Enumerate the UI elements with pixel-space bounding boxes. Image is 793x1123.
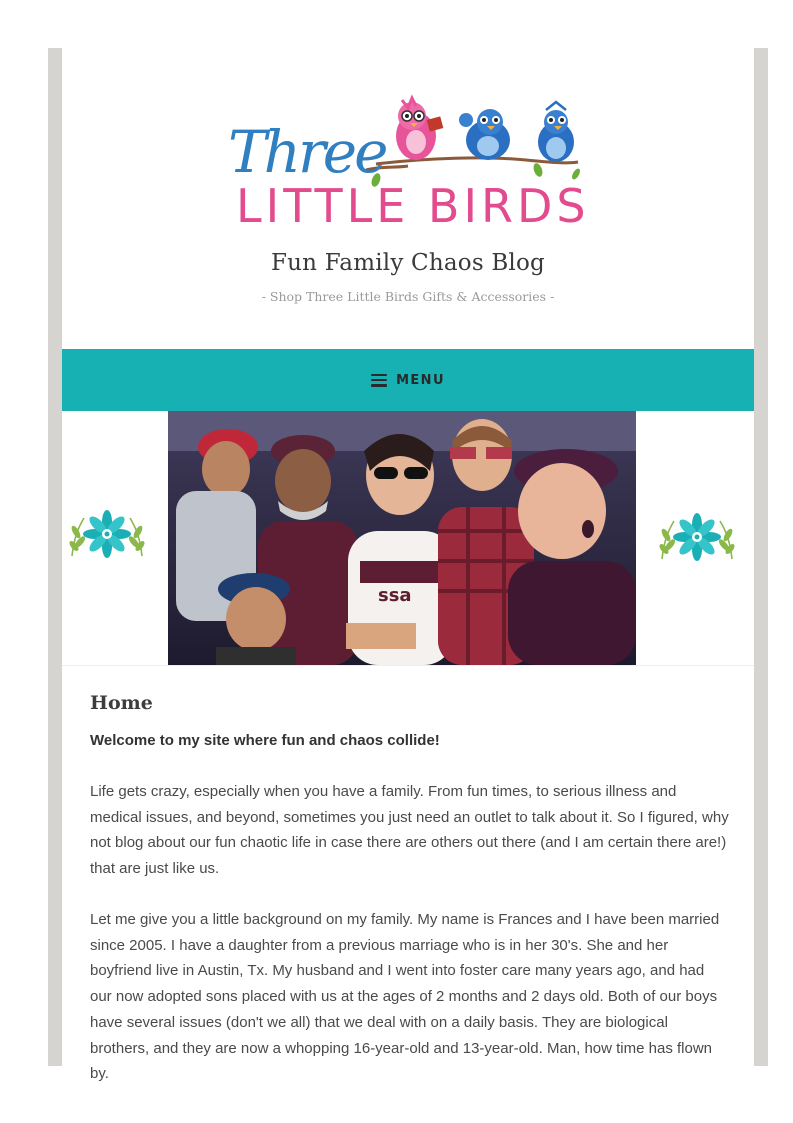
blue-bird-icon [538, 102, 574, 162]
teal-flower-icon [64, 508, 150, 560]
three-little-birds-logo [226, 92, 590, 232]
svg-text:Three: Three [228, 118, 386, 186]
hamburger-icon [371, 374, 387, 387]
main-navigation [62, 349, 754, 411]
pink-bird-icon [396, 98, 443, 160]
content-divider [62, 665, 754, 666]
svg-text:ssa: ssa [378, 585, 412, 606]
family-photo [168, 411, 636, 665]
intro-text: Welcome to my site where fun and chaos collide! [90, 732, 440, 749]
page-sheet [62, 48, 754, 1083]
body-paragraph: Life gets crazy, especially when you have a family. From fun times, to serious illness and medical issues, and beyond, sometimes you just need an outlet to talk about it. So I figured, why not blog about our fun chaotic life in case there are others out there (and I am certain there are!) that are just like us. [90, 783, 729, 878]
site-logo-link[interactable] [226, 92, 590, 232]
menu-toggle-button[interactable] [371, 373, 445, 388]
hero-banner [62, 411, 754, 665]
blue-bird-icon [459, 109, 510, 160]
svg-text:LITTLE BIRDS: LITTLE BIRDS [236, 179, 590, 233]
page-title: Home [90, 692, 153, 714]
site-title[interactable]: Fun Family Chaos Blog [271, 250, 545, 276]
site-tagline: - Shop Three Little Birds Gifts & Accessories - [261, 289, 555, 304]
teal-flower-icon [654, 511, 740, 563]
menu-label: MENU [396, 372, 445, 388]
body-paragraph: Let me give you a little background on my family. My name is Frances and I have been married since 2005. I have a daughter from a previous marriage who is in her 30's. She and her boyfriend live in Austin, Tx. My husband and I went into foster care many years ago, and had our now adopted sons placed with us at the ages of 2 months and 2 days old. Both of our boys have several issues (don't we all) that we deal with on a daily basis. They are biological brothers, and they are now a whopping 16-year-old and 13-year-old. Man, how time has flown by. [90, 911, 720, 1083]
